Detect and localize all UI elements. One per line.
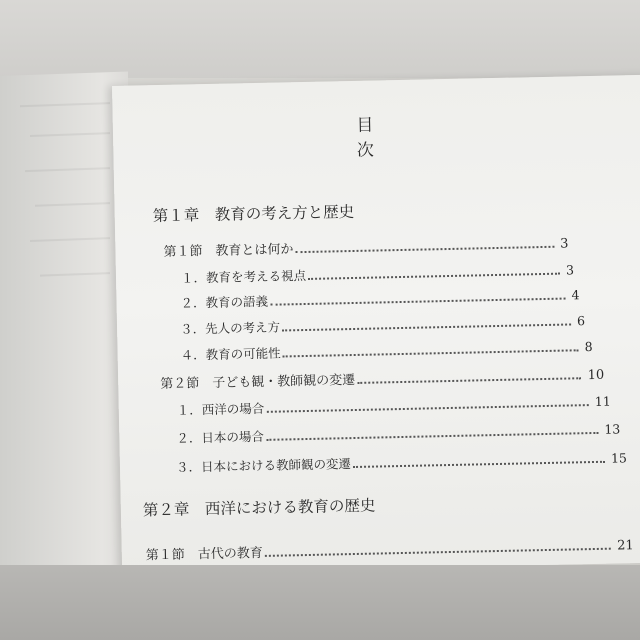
toc-item-entry [176, 419, 620, 446]
page-number: 3 [559, 236, 569, 252]
dot-leader [266, 432, 599, 441]
page-number: 10 [587, 367, 605, 384]
left-page [0, 72, 128, 576]
toc-item-entry [180, 285, 579, 311]
page-number: 11 [594, 393, 611, 409]
item-label: ４．教育の可能性 [180, 345, 281, 363]
item-label: ３．先人の考え方 [179, 319, 281, 337]
page-number: 4 [571, 287, 580, 303]
section-label: 第２節 子ども観・教師観の変遷 [160, 372, 356, 393]
dot-leader [282, 323, 571, 331]
dot-leader [308, 273, 560, 280]
toc-item-entry [176, 448, 627, 475]
toc-section-entry [160, 364, 604, 392]
chapter-heading [143, 494, 376, 521]
dot-leader [283, 349, 579, 357]
section-label: 第１節 古代の教育 [145, 545, 263, 564]
toc-section-entry [146, 534, 634, 563]
dot-leader [265, 548, 611, 557]
item-label: ２．日本の場合 [176, 428, 265, 446]
section-label: 第１節 教育とは何か [163, 242, 294, 260]
item-label: ２．教育の語義 [180, 293, 269, 311]
page-number: 13 [604, 421, 621, 437]
toc-section-entry [163, 232, 568, 259]
page-number: 3 [565, 262, 575, 278]
chapter-heading [152, 200, 354, 226]
item-label: ３．日本における教師観の変遷 [175, 456, 352, 475]
dot-leader [296, 246, 555, 253]
page-number: 15 [610, 450, 628, 466]
toc-page [112, 75, 640, 574]
background-bottom [0, 565, 640, 640]
item-label: １．教育を考える視点 [180, 267, 307, 286]
item-label: １．西洋の場合 [176, 400, 265, 418]
page-number: 21 [617, 538, 634, 554]
toc-item-entry [177, 392, 611, 419]
dot-leader [357, 377, 581, 384]
background-top [0, 0, 640, 78]
dot-leader [270, 298, 566, 306]
toc-item-entry [180, 311, 585, 337]
page-number: 6 [576, 313, 586, 329]
toc-item-entry [181, 260, 574, 286]
page-number: 8 [584, 338, 593, 355]
page-title: 目 次 [356, 114, 443, 161]
chapter-label: 第１章 教育の考え方と歴史 [152, 202, 355, 226]
dot-leader [353, 461, 605, 468]
chapter-label: 第２章 西洋における教育の歴史 [142, 496, 376, 520]
dot-leader [266, 404, 589, 413]
toc-item-entry [180, 337, 592, 364]
